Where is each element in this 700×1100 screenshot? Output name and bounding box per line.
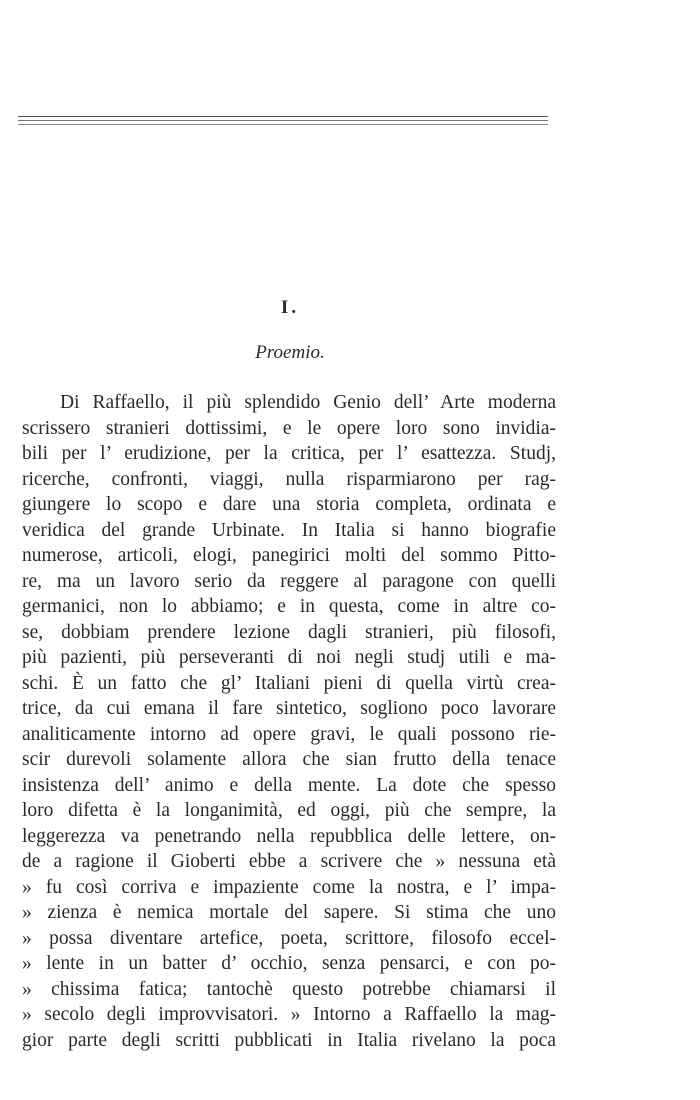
text-line: » chissima fatica; tantochè questo potrebbe chiamarsi il	[22, 978, 556, 1000]
text-line: » zienza è nemica mortale del sapere. Si stima che uno	[22, 902, 556, 923]
text-line: scir durevoli solamente allora che sian frutto della tenace	[22, 749, 556, 770]
text-line: trice, da cui emana il fare sintetico, sogliono poco lavorare	[22, 698, 556, 719]
text-line: giungere lo scopo e dare una storia completa, ordinata e	[22, 494, 556, 515]
text-line: insistenza dell’ animo e della mente. La dote che spesso	[22, 774, 556, 796]
text-line: loro difetta è la longanimità, ed oggi, più che sempre, la	[22, 800, 556, 821]
header-rule-top	[18, 116, 548, 117]
text-line: gior parte degli scritti pubblicati in Italia rivelano la poca	[22, 1029, 556, 1051]
chapter-title: Proemio.	[255, 342, 325, 363]
text-line: » possa diventare artefice, poeta, scrittore, filosofo eccel-	[22, 927, 556, 949]
text-line: leggerezza va penetrando nella repubblica delle lettere, on-	[22, 825, 556, 847]
text-line: germanici, non lo abbiamo; e in questa, come in altre co-	[22, 596, 556, 617]
text-line: se, dobbiam prendere lezione dagli stranieri, più filosofi,	[22, 621, 556, 643]
text-line: ricerche, confronti, viaggi, nulla risparmiarono per rag-	[22, 468, 556, 490]
body-paragraph	[22, 390, 556, 1053]
text-line: » lente in un batter d’ occhio, senza pensarci, e con po-	[22, 953, 556, 974]
text-line: analiticamente intorno ad opere gravi, le quali possono rie-	[22, 723, 556, 745]
header-rule-middle	[18, 120, 548, 121]
text-line: bili per l’ erudizione, per la critica, per l’ esattezza. Studj,	[22, 443, 556, 464]
text-line: » fu così corriva e impaziente come la nostra, e l’ impa-	[22, 876, 556, 898]
text-line: Di Raffaello, il più splendido Genio dell’ Arte moderna	[60, 392, 556, 413]
text-line: più pazienti, più perseveranti di noi negli studj utili e ma-	[22, 647, 556, 668]
chapter-number: I.	[280, 297, 300, 318]
header-rule-bottom	[18, 124, 548, 125]
text-line: de a ragione il Gioberti ebbe a scrivere che » nessuna età	[22, 851, 556, 872]
text-line: schi. È un fatto che gl’ Italiani pieni di quella virtù crea-	[22, 672, 556, 694]
text-line: veridica del grande Urbinate. In Italia si hanno biografie	[22, 519, 556, 541]
text-line: » secolo degli improvvisatori. » Intorno a Raffaello la mag-	[22, 1004, 556, 1025]
text-line: re, ma un lavoro serio da reggere al paragone con quelli	[22, 570, 556, 592]
text-line: numerose, articoli, elogi, panegirici molti del sommo Pitto-	[22, 545, 556, 566]
text-line: scrissero stranieri dottissimi, e le opere loro sono invidia-	[22, 417, 556, 439]
